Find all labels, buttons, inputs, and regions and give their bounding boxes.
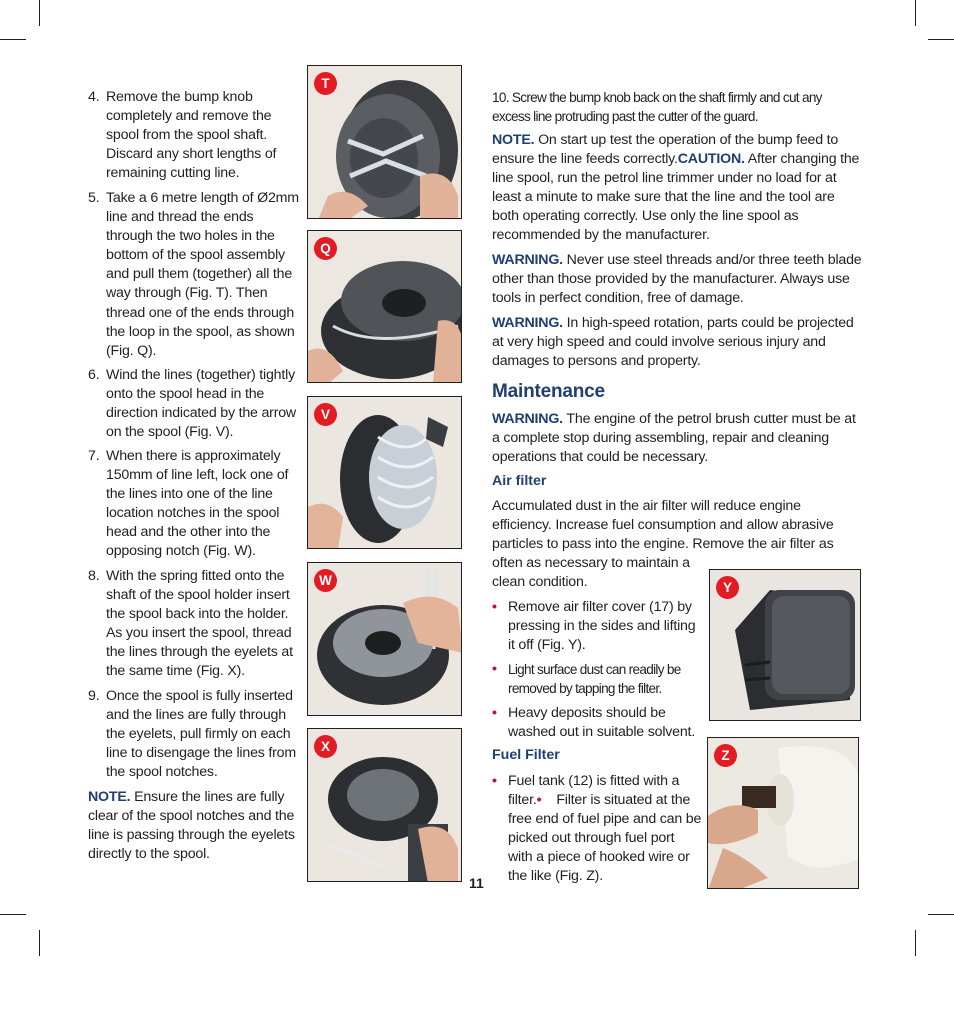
step-text: With the spring fitted onto the shaft of the spool holder insert the spool back into the holder. As you insert the spool, thread the lines through the eyelets at the same time (Fig. X). xyxy=(106,568,293,680)
step-text: Remove the bump knob completely and remove the spool from the spool shaft. Discard any short lengths of remaining cutting line. xyxy=(106,89,277,182)
bullet-icon: • xyxy=(492,705,497,721)
step-5 xyxy=(88,189,300,361)
note-left xyxy=(88,788,298,864)
intro-line: particles to pass into the engine. Remove the air filter as xyxy=(492,536,834,553)
bullet-icon: • xyxy=(536,792,542,809)
figure-w-photo xyxy=(307,562,462,716)
crop-mark xyxy=(39,0,40,26)
caution-text: After changing the line spool, run the petrol line trimmer under no load for at least a minute to make sure that the line and the tool are both operating correctly. Use only the line spool as recommended by the manufacturer. xyxy=(492,151,860,244)
note-label: NOTE. xyxy=(88,789,131,805)
bullet-icon: • xyxy=(492,773,497,789)
maintenance-warning xyxy=(492,410,862,467)
figure-t-photo xyxy=(307,65,462,219)
step-text: When there is approximately 150mm of line left, lock one of the lines into one of the line location notches in the spool head and the other into the opposing notch (Fig. W). xyxy=(106,448,289,560)
intro-line: clean condition. xyxy=(492,574,588,591)
warning-text: In high-speed rotation, parts could be projected at very high speed and could involve serious injury and damages to persons and property. xyxy=(492,315,854,370)
note-text: On start up test the operation of the bump feed to ensure the line feeds correctly. xyxy=(492,132,839,168)
figure-x-photo xyxy=(307,728,462,882)
figure-label: Z xyxy=(714,744,737,767)
bullet-text: Remove air filter cover (17) by pressing in the sides and lifting it off (Fig. Y). xyxy=(508,599,696,654)
warning-label: WARNING. xyxy=(492,411,563,427)
air-filter-bullet xyxy=(492,704,702,742)
caution-label: CAUTION. xyxy=(677,151,745,168)
step-7 xyxy=(88,447,300,562)
intro-line: often as necessary to maintain a xyxy=(492,555,690,572)
intro-line: Accumulated dust in the air filter will reduce engine xyxy=(492,498,801,514)
warning-projectiles xyxy=(492,314,862,371)
crop-mark xyxy=(915,0,916,26)
figure-label: Y xyxy=(716,576,739,599)
step-text: Take a 6 metre length of Ø2mm line and thread the ends through the two holes in the bottom of the spool assembly and pull them (together) all the way through (Fig. T). Then thread one of the ends through the loop in the spool, as shown (Fig. Q). xyxy=(106,190,299,359)
bullet-text: Light surface dust can readily be removed by tapping the filter. xyxy=(508,662,681,697)
intro-line: efficiency. Increase fuel consumption and allow abrasive xyxy=(492,517,834,534)
maintenance-heading: Maintenance xyxy=(492,381,605,402)
step-8 xyxy=(88,567,300,682)
crop-mark xyxy=(39,930,40,956)
bullet-icon: • xyxy=(492,599,497,615)
warning-label: WARNING. xyxy=(492,315,563,331)
warning-blades xyxy=(492,251,862,308)
fuel-filter-bullet xyxy=(492,772,702,887)
note-caution-paragraph xyxy=(492,131,862,246)
warning-label: WARNING. xyxy=(492,252,563,268)
fuel-filter-heading: Fuel Filter xyxy=(492,747,560,763)
warning-text: Never use steel threads and/or three teeth blade other than those provided by the manufacturer. Always use tools in perfect condition, free of damage. xyxy=(492,252,862,307)
figure-label: V xyxy=(314,403,337,426)
fuel-bullet-b: Filter is situated at the free end of fuel pipe and can be picked out through fuel port with a piece of hooked wire or the like (Fig. Z). xyxy=(508,792,702,885)
crop-mark xyxy=(928,914,954,915)
step-number: 4. xyxy=(88,89,100,105)
fuel-bullet-a: Fuel tank (12) is fitted with a filter. xyxy=(508,773,680,809)
step-number: 9. xyxy=(88,688,100,704)
step-text: Wind the lines (together) tightly onto the spool head in the direction indicated by the arrow on the spool (Fig. V). xyxy=(106,367,296,441)
figure-z-photo xyxy=(707,737,859,889)
note-label: NOTE. xyxy=(492,132,535,148)
figure-label: Q xyxy=(314,237,337,260)
step-10 xyxy=(492,88,862,126)
air-filter-heading: Air filter xyxy=(492,473,547,489)
air-filter-bullet xyxy=(492,598,702,655)
step-number: 5. xyxy=(88,190,100,206)
figure-label: W xyxy=(314,569,337,592)
warning-text: The engine of the petrol brush cutter must be at a complete stop during assembling, repair and cleaning operations that could be necessary. xyxy=(492,411,856,466)
note-text: Ensure the lines are fully clear of the spool notches and the line is passing through the eyelets directly to the spool. xyxy=(88,789,295,863)
step-number: 10. xyxy=(492,90,509,105)
figure-q-photo xyxy=(307,230,462,383)
figure-label: T xyxy=(314,72,337,95)
step-text: Screw the bump knob back on the shaft firmly and cut any excess line protruding past the cutter of the guard. xyxy=(492,90,822,125)
bullet-text xyxy=(508,772,702,887)
step-text: Once the spool is fully inserted and the lines are fully through the eyelets, pull firmly on each line to disengage the lines from the spool notches. xyxy=(106,688,296,781)
step-number: 6. xyxy=(88,367,100,383)
figure-y-photo xyxy=(709,569,861,721)
crop-mark xyxy=(928,39,954,40)
step-6 xyxy=(88,366,300,442)
figure-label: X xyxy=(314,735,337,758)
page-number: 11 xyxy=(469,875,484,891)
bullet-icon: • xyxy=(492,661,497,677)
crop-mark xyxy=(0,914,26,915)
crop-mark xyxy=(915,930,916,956)
step-4 xyxy=(88,88,300,183)
figure-v-photo xyxy=(307,396,462,549)
air-filter-bullet xyxy=(492,660,702,698)
step-number: 8. xyxy=(88,568,100,584)
step-number: 7. xyxy=(88,448,100,464)
bullet-text: Heavy deposits should be washed out in suitable solvent. xyxy=(508,705,696,741)
crop-mark xyxy=(0,39,26,40)
step-9 xyxy=(88,687,300,782)
